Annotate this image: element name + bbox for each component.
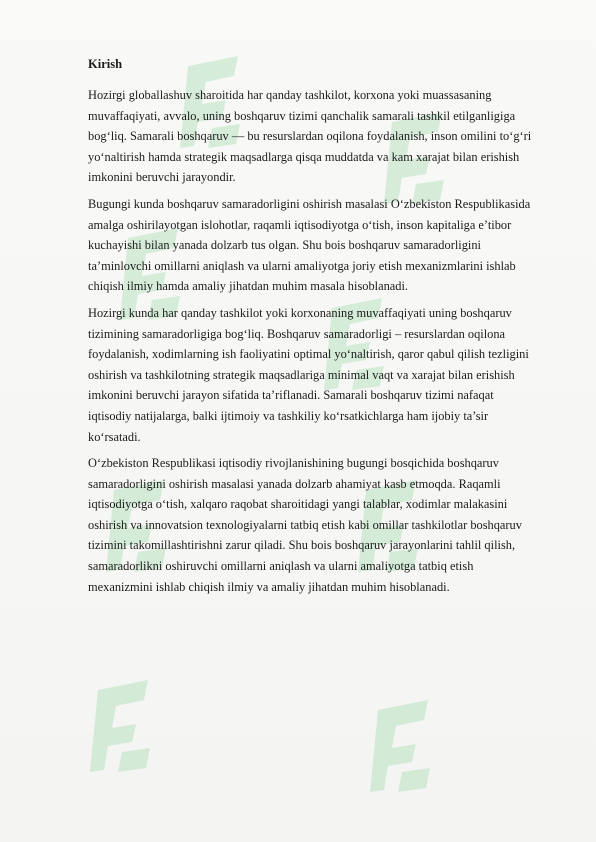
paragraph-1: Hozirgi globallashuv sharoitida har qanday tashkilot, korxona yoki muassasaning muvaffaqiyati, avvalo, uning boshqaruv tizimi qanchalik samarali tashkil etilganligiga bog‘liq. Samarali boshqaruv — bu resurslardan oqilona foydalanish, inson omilini to‘g‘ri yo‘naltirish hamda strategik maqsadlarga qisqa muddatda va kam xarajat bilan erishish imkonini beruvchi jarayondir. bbox=[88, 88, 532, 185]
paragraph-2: Bugungi kunda boshqaruv samaradorligini oshirish masalasi O‘zbekiston Respublikasida amalga oshirilayotgan islohotlar, raqamli iqtisodiyotga o‘tish, inson kapitaliga e’tibor kuchayishi bilan yanada dolzarb tus olgan. Shu bois boshqaruv samaradorligini ta’minlovchi omillarni aniqlash va ularni amaliyotga joriy etish mexanizmlarini ishlab chiqish ilmiy hamda amaliy jihatdan muhim masala hisoblanadi. bbox=[88, 196, 531, 294]
section-heading: Kirish bbox=[88, 57, 123, 71]
paragraph-4: O‘zbekiston Respublikasi iqtisodiy rivojlanishining bugungi bosqichida boshqaruv samaradorligini oshirish masalasi yanada dolzarb ahamiyat kasb etmoqda. Raqamli iqtisodiyotga o‘tish, xalqaro raqobat sharoitidagi yangi talablar, xodimlar malakasini oshirish va innovatsion texnologiyalarni tatbiq etish kabi omillar tashkilotlar boshqaruv tizimini takomillashtirishni zarur qiladi. Shu bois boshqaruv jarayonlarini tahlil qilish, samaradorlikni oshiruvchi omillarni aniqlash va ularni amaliyotga tatbiq etish mexanizmini ishlab chiqish ilmiy va amaliy jihatdan muhim hisoblanadi. bbox=[88, 456, 522, 594]
paragraph-3: Hozirgi kunda har qanday tashkilot yoki korxonaning muvaffaqiyati uning boshqaruv tizimining samaradorligiga bog‘liq. Boshqaruv samaradorligi – resurslardan oqilona foydalanish, xodimlarning ish faoliyatini optimal yo‘naltirish, qaror qabul qilish tezligini oshirish va tashkilotning strategik maqsadlariga minimal vaqt va xarajat bilan erishish imkonini beruvchi jarayon sifatida ta’riflanadi. Samarali boshqaruv tizimi nafaqat iqtisodiy natijalarga, balki ijtimoiy va tashkiliy ko‘rsatkichlarga ham ijobiy ta’sir ko‘rsatadi. bbox=[88, 305, 529, 444]
document-body bbox=[88, 56, 532, 603]
